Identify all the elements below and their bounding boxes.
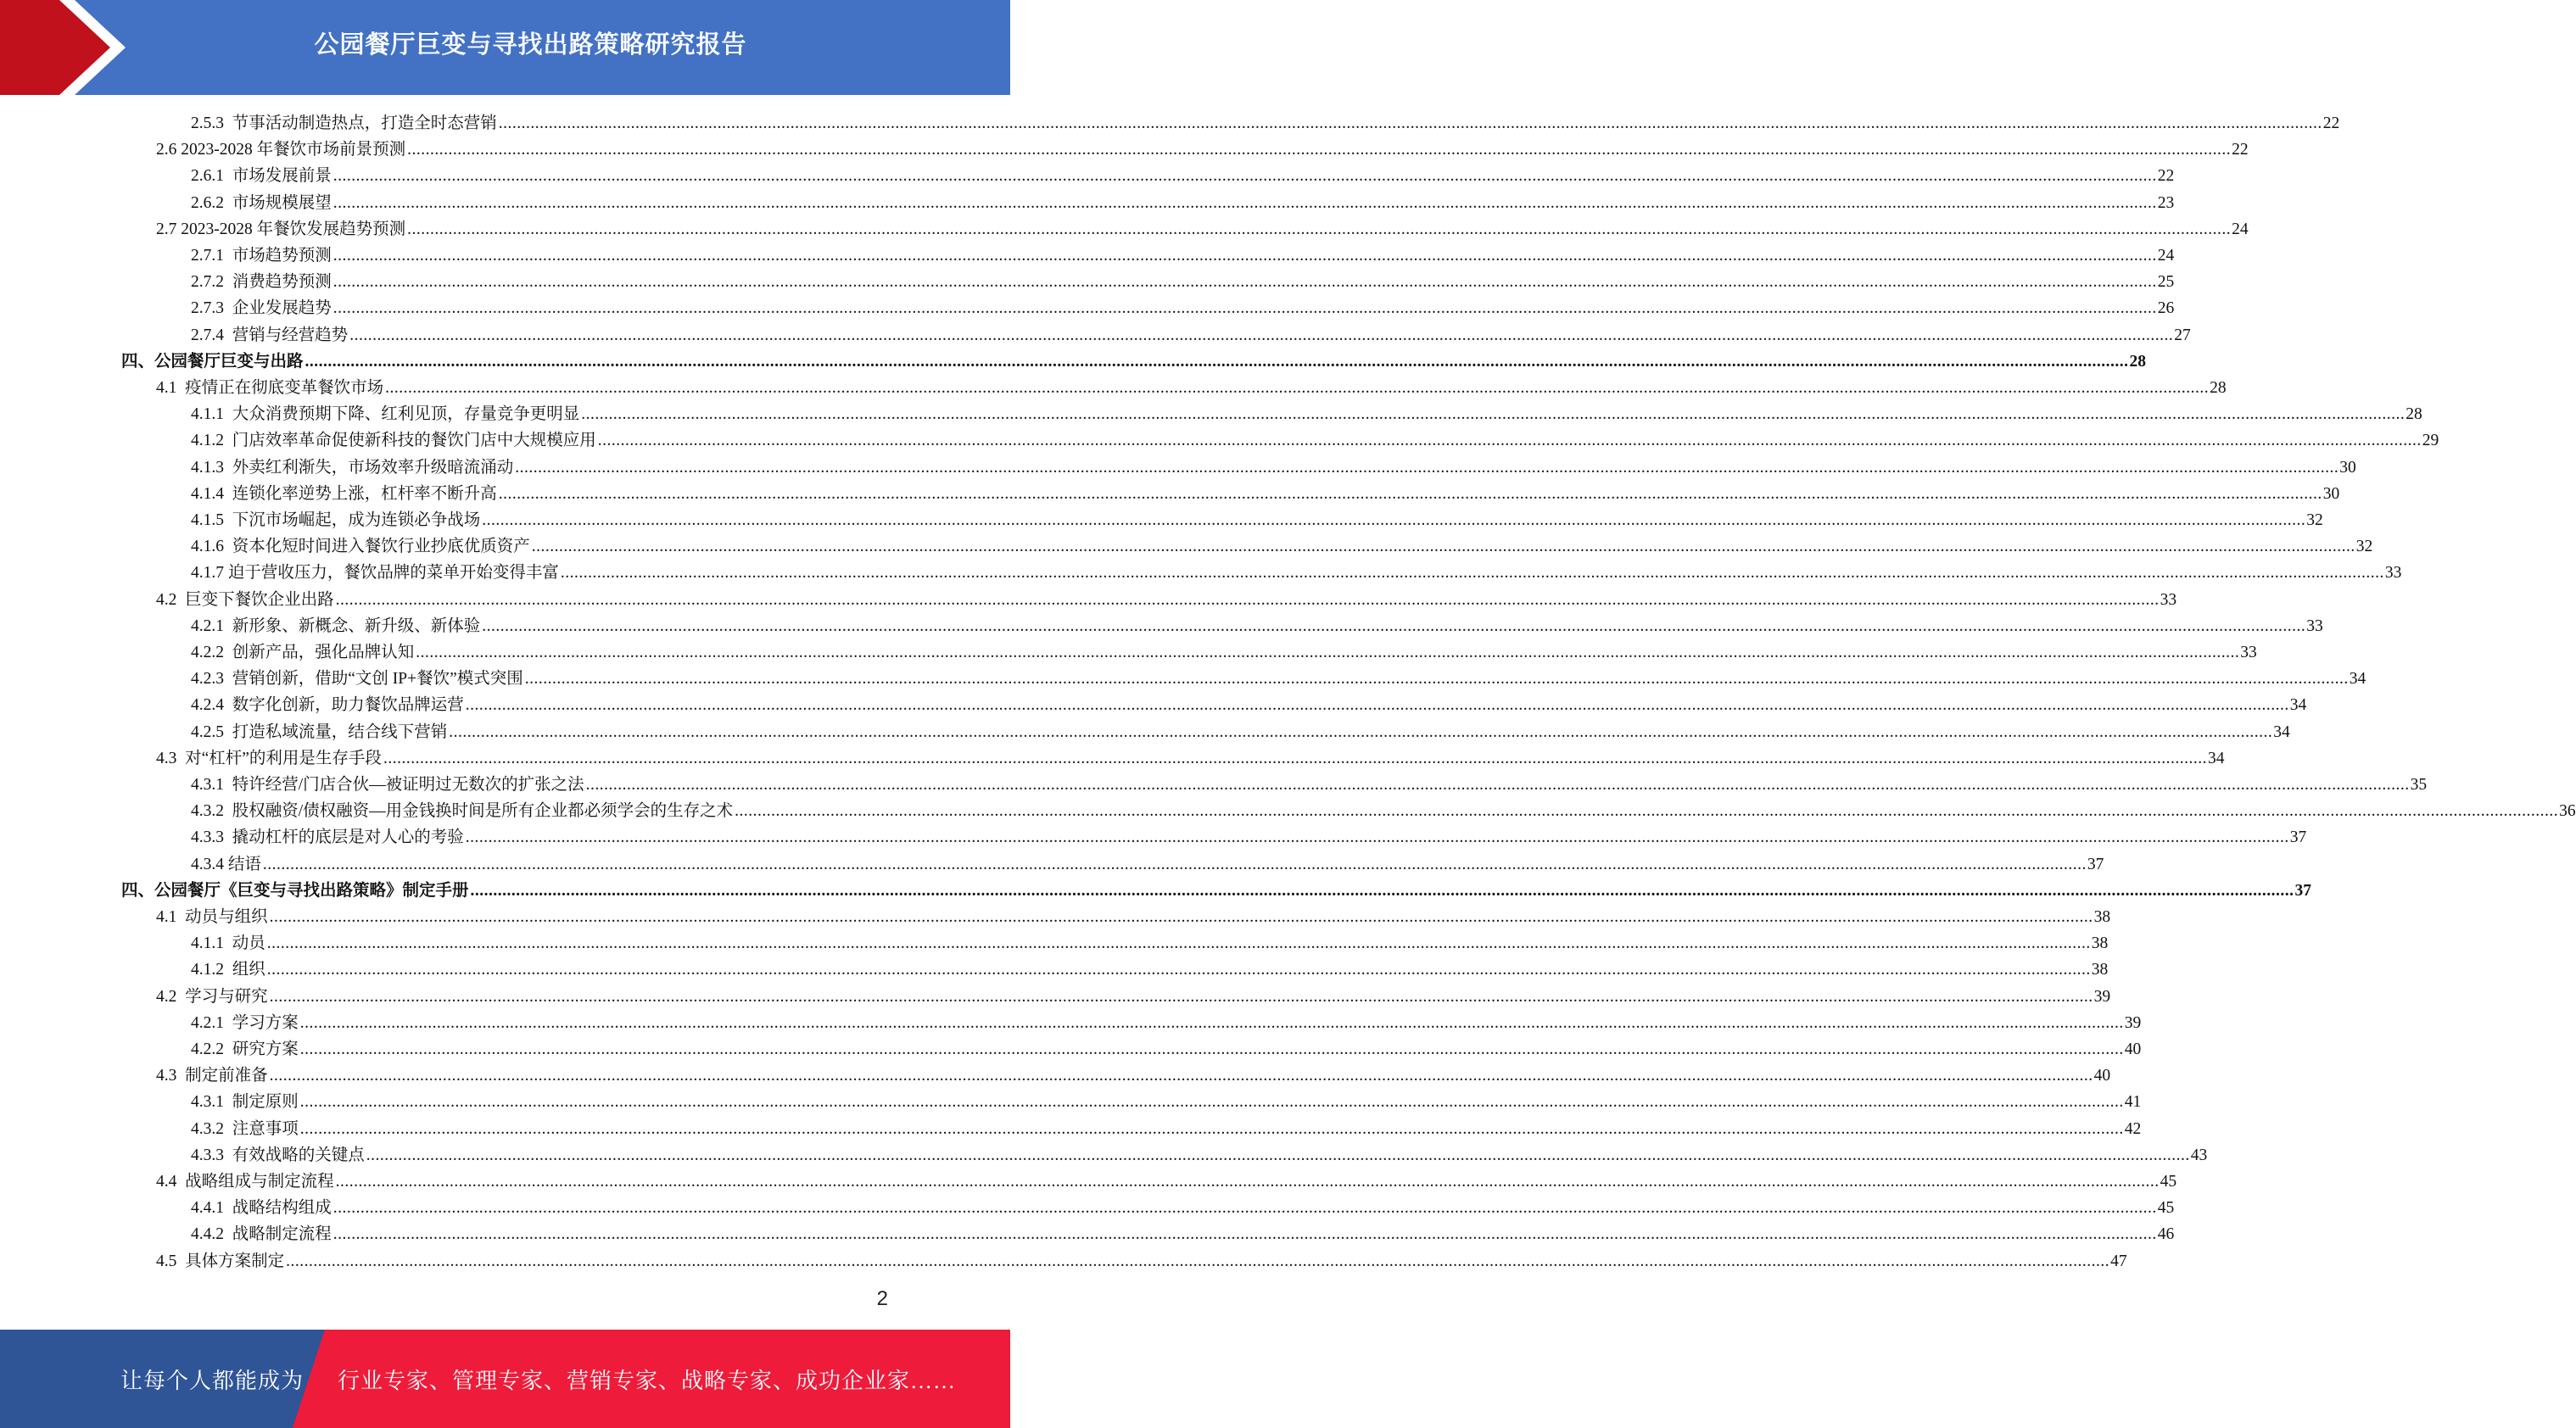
toc-dot-leader: ................................................................................................................................................................................................................................................................................................................................................................................................................ xyxy=(585,776,2410,794)
toc-dot-leader: ................................................................................................................................................................................................................................................................................................................................................................................................................ xyxy=(407,141,2232,159)
toc-entry-page: 25 xyxy=(2157,273,2175,292)
toc-entry-page: 34 xyxy=(2273,722,2290,741)
toc-entry-label: 2.6.2 市场规模展望 xyxy=(191,193,332,212)
toc-entry[interactable] xyxy=(191,611,2323,637)
toc-entry-page: 46 xyxy=(2157,1225,2175,1244)
toc-dot-leader: ................................................................................................................................................................................................................................................................................................................................................................................................................ xyxy=(349,326,2174,344)
toc-dot-leader: ................................................................................................................................................................................................................................................................................................................................................................................................................ xyxy=(332,1225,2157,1244)
toc-dot-leader: ................................................................................................................................................................................................................................................................................................................................................................................................................ xyxy=(299,1013,2124,1032)
toc-dot-leader: ................................................................................................................................................................................................................................................................................................................................................................................................................ xyxy=(597,432,2422,450)
toc-dot-leader: ................................................................................................................................................................................................................................................................................................................................................................................................................ xyxy=(465,828,2289,847)
toc-entry[interactable] xyxy=(191,160,2175,187)
toc-entry[interactable] xyxy=(191,637,2257,663)
toc-entry-label: 四、公园餐厅《巨变与寻找出路策略》制定手册 xyxy=(121,881,469,900)
toc-entry-page: 23 xyxy=(2157,193,2175,212)
toc-entry-label: 四、公园餐厅巨变与出路 xyxy=(121,352,304,371)
toc-entry[interactable] xyxy=(191,1113,2142,1140)
toc-entry-page: 40 xyxy=(2093,1067,2111,1085)
toc-dot-leader: ................................................................................................................................................................................................................................................................................................................................................................................................................ xyxy=(524,670,2349,689)
toc-entry-label: 4.3.1 制定原则 xyxy=(191,1093,299,1112)
toc-dot-leader: ................................................................................................................................................................................................................................................................................................................................................................................................................ xyxy=(335,590,2160,609)
toc-entry-label: 4.2.1 新形象、新概念、新升级、新体验 xyxy=(191,616,481,635)
toc-entry[interactable] xyxy=(191,689,2307,716)
toc-entry-label: 4.1.2 组织 xyxy=(191,961,265,979)
toc-entry[interactable] xyxy=(191,557,2402,583)
toc-entry-page: 22 xyxy=(2157,167,2175,186)
toc-entry[interactable] xyxy=(191,293,2175,319)
toc-dot-leader: ................................................................................................................................................................................................................................................................................................................................................................................................................ xyxy=(332,167,2157,186)
toc-entry-label: 2.6 2023-2028 年餐饮市场前景预测 xyxy=(156,141,406,159)
toc-entry[interactable] xyxy=(156,1060,2111,1086)
toc-entry-label: 4.1.4 连锁化率逆势上涨，杠杆率不断升高 xyxy=(191,484,497,503)
toc-dot-leader: ................................................................................................................................................................................................................................................................................................................................................................................................................ xyxy=(269,1067,2093,1085)
toc-entry-page: 45 xyxy=(2160,1173,2177,1191)
toc-entry-label: 4.3.2 注意事项 xyxy=(191,1119,299,1138)
toc-entry-page: 38 xyxy=(2091,934,2109,953)
toc-entry-page: 37 xyxy=(2294,881,2312,900)
toc-entry-label: 2.7.1 市场趋势预测 xyxy=(191,247,332,265)
toc-entry-page: 39 xyxy=(2093,987,2111,1006)
toc-entry-label: 2.7.4 营销与经营趋势 xyxy=(191,326,349,344)
toc-entry-label: 4.1.5 下沉市场崛起，成为连锁必争战场 xyxy=(191,511,481,529)
toc-entry[interactable] xyxy=(191,663,2366,689)
toc-entry-label: 2.7 2023-2028 年餐饮发展趋势预测 xyxy=(156,220,406,238)
footer-slogan-left: 让每个人都能成为 xyxy=(120,1368,305,1393)
toc-entry-page: 28 xyxy=(2129,352,2147,371)
toc-entry[interactable] xyxy=(191,425,2439,451)
toc-entry-page: 41 xyxy=(2124,1093,2142,1112)
toc-entry-page: 42 xyxy=(2124,1119,2142,1138)
toc-entry-label: 4.2.2 研究方案 xyxy=(191,1040,299,1058)
toc-entry-label: 4.3.2 股权融资/债权融资—用金钱换时间是所有企业都必须学会的生存之术 xyxy=(191,802,734,821)
toc-entry[interactable] xyxy=(191,954,2109,980)
toc-entry-label: 2.6.1 市场发展前景 xyxy=(191,167,332,186)
toc-entry-page: 29 xyxy=(2422,432,2439,450)
toc-entry[interactable] xyxy=(156,372,2227,399)
toc-entry-page: 34 xyxy=(2207,749,2225,767)
toc-entry-label: 4.2.3 营销创新，借助“文创 IP+餐饮”模式突围 xyxy=(191,670,523,689)
toc-entry-page: 36 xyxy=(2559,802,2576,821)
toc-dot-leader: ................................................................................................................................................................................................................................................................................................................................................................................................................ xyxy=(335,1173,2160,1191)
toc-entry-label: 4.1.1 动员 xyxy=(191,934,265,953)
toc-entry[interactable] xyxy=(191,795,2576,822)
toc-entry[interactable] xyxy=(191,108,2340,134)
toc-entry[interactable] xyxy=(156,584,2177,611)
toc-entry-page: 33 xyxy=(2240,644,2257,661)
toc-entry-page: 33 xyxy=(2160,590,2177,609)
toc-dot-leader: ................................................................................................................................................................................................................................................................................................................................................................................................................ xyxy=(366,1146,2190,1164)
toc-entry-label: 4.3 对“杠杆”的利用是生存手段 xyxy=(156,749,382,767)
toc-dot-leader: ................................................................................................................................................................................................................................................................................................................................................................................................................ xyxy=(262,855,2087,873)
toc-entry-label: 4.1.3 外卖红利渐失，市场效率升级暗流涌动 xyxy=(191,458,514,477)
toc-dot-leader: ................................................................................................................................................................................................................................................................................................................................................................................................................ xyxy=(299,1040,2124,1058)
toc-entry[interactable] xyxy=(191,822,2307,848)
toc-entry[interactable] xyxy=(191,1086,2142,1113)
toc-entry-page: 26 xyxy=(2157,299,2175,318)
toc-entry[interactable] xyxy=(191,769,2428,795)
toc-entry-label: 4.1 动员与组织 xyxy=(156,908,268,926)
toc-entry-page: 28 xyxy=(2406,405,2422,424)
toc-entry[interactable] xyxy=(191,531,2373,557)
toc-dot-leader: ................................................................................................................................................................................................................................................................................................................................................................................................................ xyxy=(269,908,2093,926)
toc-entry-page: 38 xyxy=(2093,908,2111,926)
toc-dot-leader: ................................................................................................................................................................................................................................................................................................................................................................................................................ xyxy=(383,749,2207,767)
toc-dot-leader: ................................................................................................................................................................................................................................................................................................................................................................................................................ xyxy=(470,881,2294,900)
toc-entry-page: 30 xyxy=(2322,484,2340,503)
footer-banner xyxy=(0,1330,1010,1428)
toc-entry-label: 4.2.5 打造私域流量，结合线下营销 xyxy=(191,722,448,741)
page-number: 2 xyxy=(876,1287,888,1310)
toc-entry-page: 40 xyxy=(2124,1040,2142,1058)
toc-entry-label: 4.5 具体方案制定 xyxy=(156,1252,285,1270)
toc-dot-leader: ................................................................................................................................................................................................................................................................................................................................................................................................................ xyxy=(299,1093,2124,1112)
toc-entry-label: 4.4 战略组成与制定流程 xyxy=(156,1173,334,1191)
toc-entry-page: 33 xyxy=(2384,564,2402,583)
toc-entry-page: 39 xyxy=(2124,1013,2142,1032)
toc-entry[interactable] xyxy=(191,505,2323,531)
toc-entry-label: 4.1 疫情正在彻底变革餐饮市场 xyxy=(156,379,384,397)
toc-entry-label: 4.3.3 撬动杠杆的底层是对人心的考验 xyxy=(191,828,464,847)
toc-dot-leader: ................................................................................................................................................................................................................................................................................................................................................................................................................ xyxy=(416,644,2240,661)
toc-dot-leader: ................................................................................................................................................................................................................................................................................................................................................................................................................ xyxy=(531,538,2355,556)
toc-dot-leader: ................................................................................................................................................................................................................................................................................................................................................................................................................ xyxy=(266,961,2091,979)
toc-dot-leader: ................................................................................................................................................................................................................................................................................................................................................................................................................ xyxy=(482,511,2306,529)
toc-entry-label: 2.5.3 节事活动制造热点，打造全时态营销 xyxy=(191,114,497,132)
toc-entry-page: 45 xyxy=(2157,1199,2175,1218)
toc-entry-label: 4.3.1 特许经营/门店合伙—被证明过无数次的扩张之法 xyxy=(191,776,584,794)
toc-entry-label: 4.1.7 迫于营收压力，餐饮品牌的菜单开始变得丰富 xyxy=(191,564,559,583)
toc-entry[interactable] xyxy=(156,1166,2177,1192)
toc-entry-label: 4.2 巨变下餐饮企业出路 xyxy=(156,590,334,609)
toc-dot-leader: ................................................................................................................................................................................................................................................................................................................................................................................................................ xyxy=(305,352,2129,371)
toc-entry[interactable] xyxy=(191,1140,2208,1166)
toc-entry-label: 4.2.4 数字化创新，助力餐饮品牌运营 xyxy=(191,696,464,715)
toc-entry[interactable] xyxy=(156,1246,2127,1272)
toc-entry[interactable] xyxy=(191,1192,2175,1219)
toc-entry[interactable] xyxy=(156,901,2111,928)
toc-entry-page: 47 xyxy=(2110,1252,2127,1270)
report-title: 公园餐厅巨变与寻找出路策略研究报告 xyxy=(314,29,747,59)
toc-dot-leader: ................................................................................................................................................................................................................................................................................................................................................................................................................ xyxy=(735,802,2559,821)
toc-entry-page: 22 xyxy=(2322,114,2340,132)
toc-entry-label: 4.3.4 结语 xyxy=(191,855,261,873)
toc-entry-label: 4.4.1 战略结构组成 xyxy=(191,1199,332,1218)
toc-entry-page: 34 xyxy=(2289,696,2307,715)
toc-dot-leader: ................................................................................................................................................................................................................................................................................................................................................................................................................ xyxy=(269,987,2093,1006)
toc-dot-leader: ................................................................................................................................................................................................................................................................................................................................................................................................................ xyxy=(498,114,2322,132)
toc-dot-leader: ................................................................................................................................................................................................................................................................................................................................................................................................................ xyxy=(299,1119,2124,1138)
toc-entry[interactable] xyxy=(191,240,2175,266)
toc-entry[interactable] xyxy=(191,320,2191,346)
toc-entry-page: 33 xyxy=(2306,616,2323,635)
toc-entry[interactable] xyxy=(121,346,2147,372)
toc-entry[interactable] xyxy=(156,134,2249,160)
toc-entry[interactable] xyxy=(121,875,2312,901)
toc-entry[interactable] xyxy=(191,478,2340,505)
toc-entry[interactable] xyxy=(191,928,2109,954)
toc-entry-label: 4.1.1 大众消费预期下降、红利见顶，存量竞争更明显 xyxy=(191,405,580,424)
toc-entry[interactable] xyxy=(191,187,2175,214)
toc-dot-leader: ................................................................................................................................................................................................................................................................................................................................................................................................................ xyxy=(332,247,2157,265)
toc-dot-leader: ................................................................................................................................................................................................................................................................................................................................................................................................................ xyxy=(332,193,2157,212)
toc-dot-leader: ................................................................................................................................................................................................................................................................................................................................................................................................................ xyxy=(332,1199,2157,1218)
toc-entry-page: 37 xyxy=(2289,828,2307,847)
toc-dot-leader: ................................................................................................................................................................................................................................................................................................................................................................................................................ xyxy=(407,220,2232,238)
toc-entry-label: 2.7.2 消费趋势预测 xyxy=(191,273,332,292)
toc-entry[interactable] xyxy=(156,214,2249,240)
toc-entry-page: 24 xyxy=(2232,220,2249,238)
toc-entry[interactable] xyxy=(191,399,2422,425)
toc-entry[interactable] xyxy=(191,266,2175,293)
toc-entry-page: 38 xyxy=(2091,961,2109,979)
toc-entry-label: 4.2.1 学习方案 xyxy=(191,1013,299,1032)
toc-dot-leader: ................................................................................................................................................................................................................................................................................................................................................................................................................ xyxy=(581,405,2406,424)
toc-entry[interactable] xyxy=(191,849,2104,875)
toc-entry-page: 28 xyxy=(2210,379,2227,397)
toc-entry-label: 4.2.2 创新产品，强化品牌认知 xyxy=(191,644,415,661)
toc-entry-page: 30 xyxy=(2339,458,2356,477)
toc-entry-page: 24 xyxy=(2157,247,2175,265)
toc-dot-leader: ................................................................................................................................................................................................................................................................................................................................................................................................................ xyxy=(266,934,2091,953)
toc-entry-label: 4.3.3 有效战略的关键点 xyxy=(191,1146,365,1164)
toc-entry-page: 32 xyxy=(2355,538,2373,556)
toc-entry-page: 22 xyxy=(2232,141,2249,159)
toc-entry-page: 35 xyxy=(2410,776,2428,794)
toc-entry-label: 4.2 学习与研究 xyxy=(156,987,268,1006)
toc-entry[interactable] xyxy=(191,717,2290,743)
toc-entry-page: 34 xyxy=(2349,670,2366,689)
toc-entry-label: 4.3 制定前准备 xyxy=(156,1067,268,1085)
toc-entry-page: 43 xyxy=(2190,1146,2208,1164)
toc-entry[interactable] xyxy=(191,1219,2175,1245)
toc-entry-label: 4.4.2 战略制定流程 xyxy=(191,1225,332,1244)
toc-entry[interactable] xyxy=(191,1007,2142,1034)
toc-dot-leader: ................................................................................................................................................................................................................................................................................................................................................................................................................ xyxy=(560,564,2384,583)
toc-entry[interactable] xyxy=(191,452,2356,478)
toc-entry[interactable] xyxy=(191,1034,2142,1060)
toc-dot-leader: ................................................................................................................................................................................................................................................................................................................................................................................................................ xyxy=(498,484,2322,503)
toc-dot-leader: ................................................................................................................................................................................................................................................................................................................................................................................................................ xyxy=(482,616,2306,635)
toc-entry-label: 4.1.2 门店效率革命促使新科技的餐饮门店中大规模应用 xyxy=(191,432,596,450)
toc-entry-page: 32 xyxy=(2306,511,2323,529)
toc-entry[interactable] xyxy=(156,743,2225,769)
toc-dot-leader: ................................................................................................................................................................................................................................................................................................................................................................................................................ xyxy=(449,722,2273,741)
toc-dot-leader: ................................................................................................................................................................................................................................................................................................................................................................................................................ xyxy=(286,1252,2110,1270)
toc-dot-leader: ................................................................................................................................................................................................................................................................................................................................................................................................................ xyxy=(465,696,2289,715)
toc-entry-label: 2.7.3 企业发展趋势 xyxy=(191,299,332,318)
toc-dot-leader: ................................................................................................................................................................................................................................................................................................................................................................................................................ xyxy=(332,273,2157,292)
toc-entry[interactable] xyxy=(156,981,2111,1007)
header-banner xyxy=(0,0,1010,95)
footer-slogan-right: 行业专家、管理专家、营销专家、战略专家、成功企业家…… xyxy=(338,1368,957,1393)
toc-entry-page: 27 xyxy=(2174,326,2191,344)
toc-entry-page: 37 xyxy=(2087,855,2104,873)
toc-dot-leader: ................................................................................................................................................................................................................................................................................................................................................................................................................ xyxy=(515,458,2339,477)
toc-entry-label: 4.1.6 资本化短时间进入餐饮行业抄底优质资产 xyxy=(191,538,530,556)
toc-dot-leader: ................................................................................................................................................................................................................................................................................................................................................................................................................ xyxy=(332,299,2157,318)
toc-dot-leader: ................................................................................................................................................................................................................................................................................................................................................................................................................ xyxy=(385,379,2210,397)
